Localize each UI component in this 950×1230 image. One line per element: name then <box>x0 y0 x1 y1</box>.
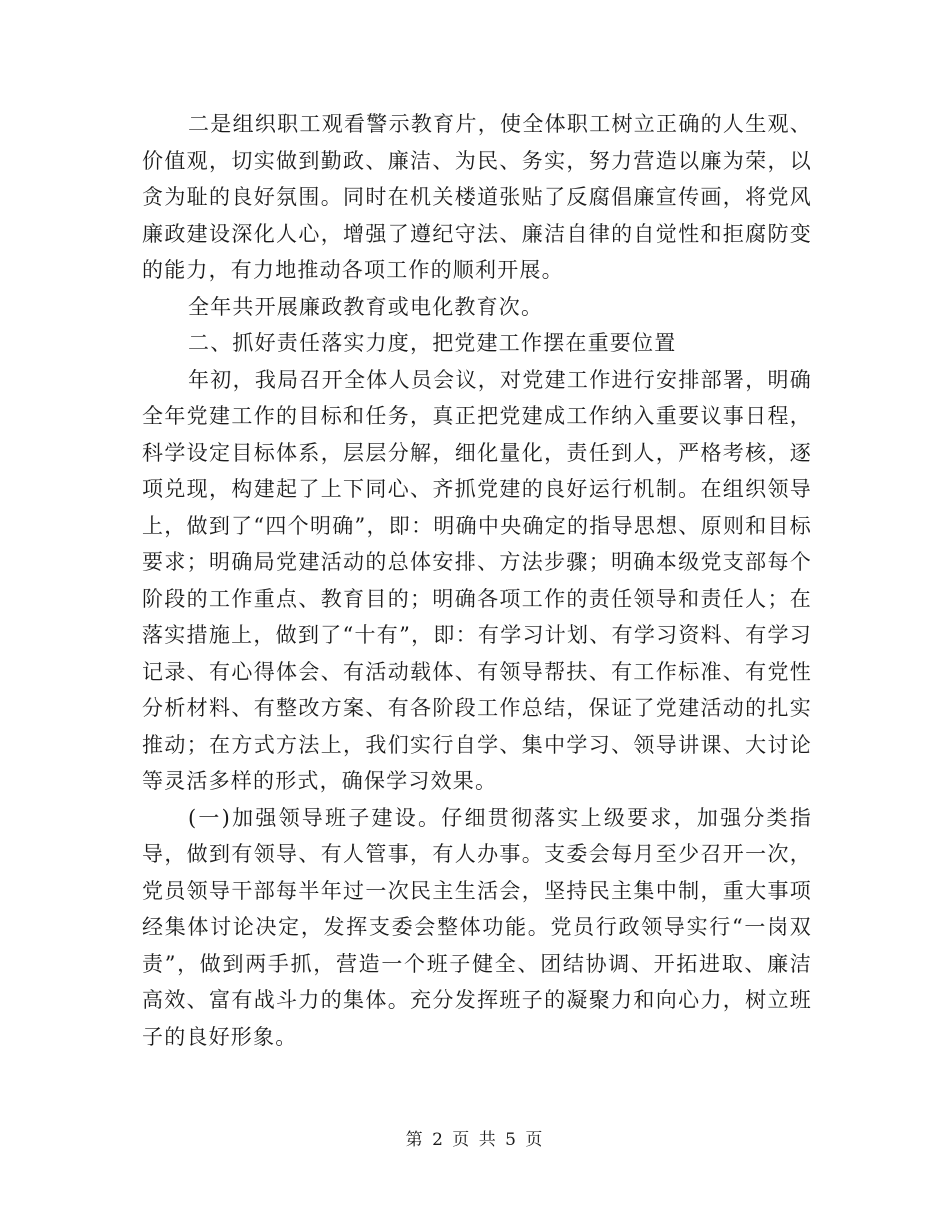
paragraph-education-count: 全年共开展廉政教育或电化教育次。 <box>188 294 544 319</box>
document-body <box>142 106 812 1055</box>
page-number-footer: 第 2 页 共 5 页 <box>405 1130 545 1150</box>
paragraph-warning-education: 二是组织职工观看警示教育片，使全体职工树立正确的人生观、价值观，切实做到勤政、廉洁、为民、务实，努力营造以廉为荣，以贪为耻的良好氛围。同时在机关楼道张贴了反腐倡廉宣传画，将党风廉政建设深化人心，增强了遵纪守法、廉洁自律的自觉性和拒腐防变的能力，有力地推动各项工作的顺利开展。 <box>142 112 812 282</box>
paragraph-annual-meeting: 年初，我局召开全体人员会议，对党建工作进行安排部署，明确全年党建工作的目标和任务，真正把党建成工作纳入重要议事日程，科学设定目标体系，层层分解，细化量化，责任到人，严格考核，逐项兑现，构建起了上下同心、齐抓党建的良好运行机制。在组织领导上，做到了“四个明确”，即：明确中央确定的指导思想、原则和目标要求；明确局党建活动的总体安排、方法步骤；明确本级党支部每个阶段的工作重点、教育目的；明确各项工作的责任领导和责任人；在落实措施上，做到了“十有”，即：有学习计划、有学习资料、有学习记录、有心得体会、有活动载体、有领导帮扶、有工作标准、有党性分析材料、有整改方案、有各阶段工作总结，保证了党建活动的扎实推动；在方式方法上，我们实行自学、集中学习、领导讲课、大讨论等灵活多样的形式，确保学习效果。 <box>142 367 812 793</box>
section-heading-responsibility: 二、抓好责任落实力度，把党建工作摆在重要位置 <box>188 331 677 355</box>
paragraph-leadership-building: (一)加强领导班子建设。仔细贯彻落实上级要求，加强分类指导，做到有领导、有人管事，有人办事。支委会每月至少召开一次，党员领导干部每半年过一次民主生活会，坚持民主集中制，重大事项经集体讨论决定，发挥支委会整体功能。党员行政领导实行“一岗双责”，做到两手抓，营造一个班子健全、团结协调、开拓进取、廉洁高效、富有战斗力的集体。充分发挥班子的凝聚力和向心力，树立班子的良好形象。 <box>142 805 812 1049</box>
